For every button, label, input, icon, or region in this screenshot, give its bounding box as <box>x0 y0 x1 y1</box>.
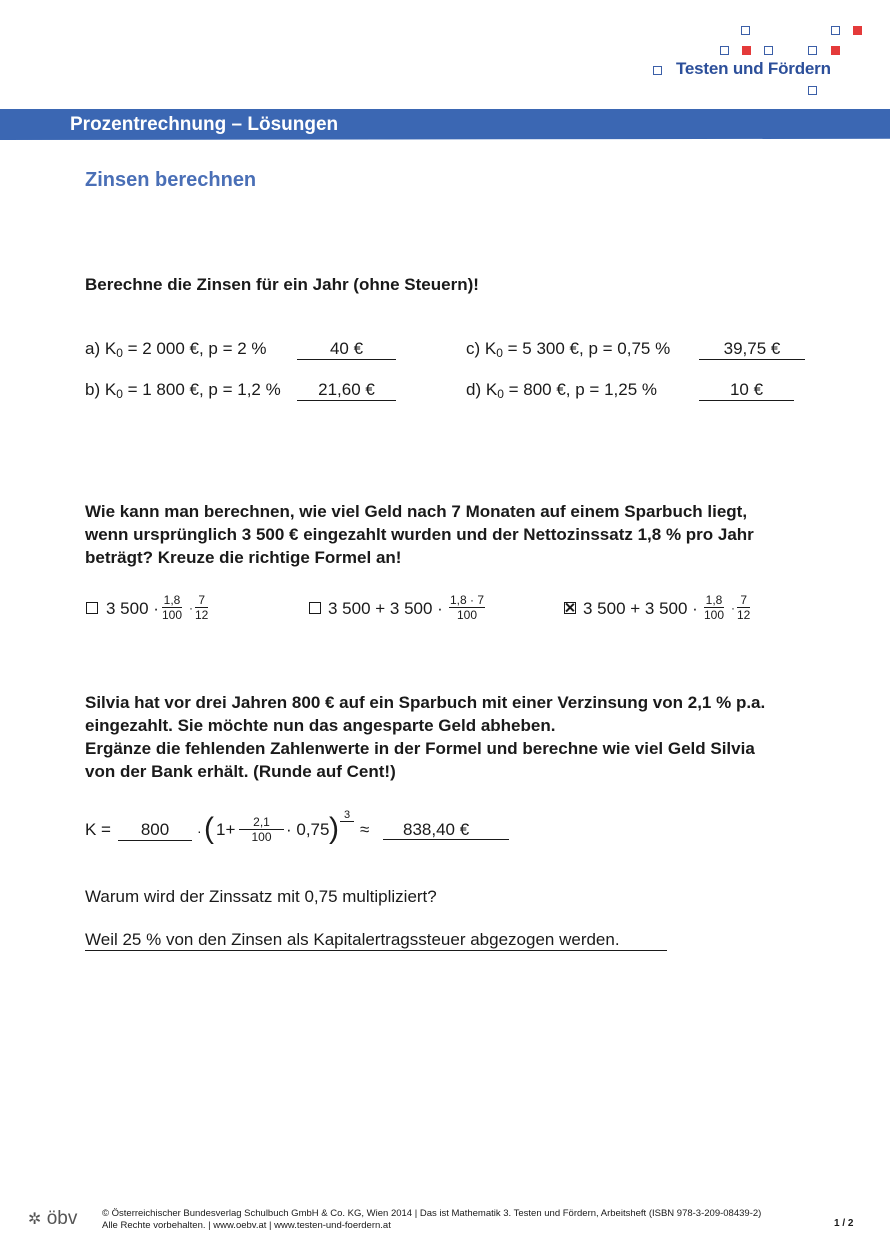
question-line: wenn ursprünglich 3 500 € eingezahlt wurden und der Nettozinssatz 1,8 % pro Jahr <box>85 525 754 544</box>
item-label: d) K <box>466 380 498 399</box>
formula-rparen: ) <box>329 812 339 845</box>
logo-square-red <box>831 46 840 55</box>
follow-question: Warum wird der Zinssatz mit 0,75 multipliziert? <box>85 887 437 906</box>
fraction-numerator: 1,8 <box>705 593 723 607</box>
formula-fraction <box>239 815 284 844</box>
fraction-numerator: 1,8 <box>163 593 181 607</box>
section-title: Zinsen berechnen <box>85 169 257 191</box>
logo-square <box>808 46 817 55</box>
item-label: = 1 800 €, p = 1,2 % <box>122 380 281 399</box>
option-2-base: 3 500 + 3 500 · <box>328 599 443 618</box>
item-label: = 2 000 €, p = 2 % <box>122 339 267 358</box>
option-3-fraction <box>704 593 724 622</box>
task1-answer-b: 21,60 € <box>297 380 396 401</box>
task1-question: Berechne die Zinsen für ein Jahr (ohne Steuern)! <box>85 275 479 294</box>
footer-line: Alle Rechte vorbehalten. | www.oebv.at | www.testen-und-foerdern.at <box>102 1220 391 1231</box>
option-2-checkbox[interactable] <box>309 602 321 614</box>
question-line: Wie kann man berechnen, wie viel Geld nach 7 Monaten auf einem Sparbuch liegt, <box>85 502 748 521</box>
question-line: von der Bank erhält. (Runde auf Cent!) <box>85 762 396 781</box>
logo-square <box>741 26 750 35</box>
item-label: a) K <box>85 339 117 358</box>
option-1-fraction <box>162 593 182 622</box>
option-2-fraction <box>449 593 485 622</box>
option-1-base: 3 500 · <box>106 599 159 618</box>
formula-lparen: ( <box>204 812 214 845</box>
question-line: eingezahlt. Sie möchte nun das angesparte Geld abheben. <box>85 716 556 735</box>
fraction-numerator: 2,1 <box>239 815 284 830</box>
follow-answer: Weil 25 % von den Zinsen als Kapitalertragssteuer abgezogen werden. <box>85 930 667 951</box>
option-3-checkbox-checked[interactable] <box>564 602 576 614</box>
task1-answer-c: 39,75 € <box>699 339 805 360</box>
fraction-numerator: 7 <box>737 593 750 608</box>
subscript: 0 <box>496 346 503 360</box>
fraction-numerator: 1,8 · 7 <box>450 593 485 607</box>
logo-square <box>720 46 729 55</box>
task1-answer-d: 10 € <box>699 380 794 401</box>
subscript: 0 <box>497 387 504 401</box>
formula-result-answer: 838,40 € <box>383 820 509 840</box>
option-3-fraction-2 <box>737 593 750 622</box>
formula-one-plus: 1+ <box>216 820 236 839</box>
task1-item-d <box>466 380 657 401</box>
fraction-denominator: 12 <box>195 608 209 622</box>
logo-square <box>764 46 773 55</box>
subscript: 0 <box>116 346 123 360</box>
fraction-denominator: 100 <box>162 608 183 622</box>
subscript: 0 <box>116 387 123 401</box>
task3-question <box>85 691 765 783</box>
option-1-checkbox[interactable] <box>86 602 98 614</box>
task1-answer-a: 40 € <box>297 339 396 360</box>
logo-square <box>831 26 840 35</box>
task2-question <box>85 500 754 569</box>
question-line: beträgt? Kreuze die richtige Formel an! <box>85 548 402 567</box>
logo-square <box>808 86 817 95</box>
task1-item-b <box>85 380 281 401</box>
publisher-icon: ✲ <box>28 1211 42 1228</box>
question-line: Silvia hat vor drei Jahren 800 € auf ein Sparbuch mit einer Verzinsung von 2,1 % p.a. <box>85 693 766 712</box>
formula-factor: · 0,75 <box>286 820 330 839</box>
logo-square-red <box>853 26 862 35</box>
task1-item-a <box>85 339 267 360</box>
option-3-base: 3 500 + 3 500 · <box>583 599 698 618</box>
page-number: 1 / 2 <box>834 1218 854 1229</box>
page-title: Prozentrechnung – Lösungen <box>70 114 339 135</box>
footer-text <box>102 1208 761 1232</box>
formula-capital-answer: 800 <box>118 820 192 841</box>
fraction-denominator: 12 <box>737 608 751 622</box>
task1-item-c <box>466 339 670 360</box>
item-label: c) K <box>466 339 497 358</box>
formula-lhs: K = <box>85 820 111 839</box>
item-label: = 800 €, p = 1,25 % <box>503 380 657 399</box>
item-label: = 5 300 €, p = 0,75 % <box>502 339 671 358</box>
formula-exponent: 3 <box>340 809 354 822</box>
publisher-name: öbv <box>46 1208 78 1229</box>
option-1-dot: · <box>189 601 193 615</box>
option-1-fraction-2 <box>195 593 208 622</box>
option-3-dot: · <box>731 601 735 615</box>
fraction-numerator: 7 <box>195 593 208 608</box>
fraction-denominator: 100 <box>251 830 272 844</box>
logo-text: Testen und Fördern <box>676 59 831 78</box>
publisher-logo <box>28 1208 77 1230</box>
formula-mul: · <box>197 823 202 839</box>
footer-line: © Österreichischer Bundesverlag Schulbuch GmbH & Co. KG, Wien 2014 | Das ist Mathematik 3. Testen und Fördern, Arbeitsheft (ISBN 978-3-209-08439-2) <box>102 1208 762 1219</box>
question-line: Ergänze die fehlenden Zahlenwerte in der Formel und berechne wie viel Geld Silvia <box>85 739 755 758</box>
fraction-denominator: 100 <box>457 608 478 622</box>
logo-square <box>653 66 662 75</box>
formula-approx: ≈ <box>360 820 370 839</box>
logo-square-red <box>742 46 751 55</box>
fraction-denominator: 100 <box>704 608 725 622</box>
item-label: b) K <box>85 380 117 399</box>
